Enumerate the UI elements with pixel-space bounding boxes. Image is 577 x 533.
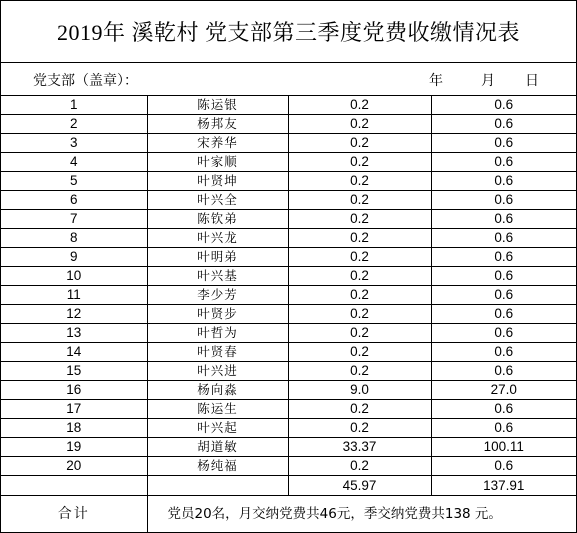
table-row [1,305,576,324]
member-name: 叶兴进 [147,362,288,381]
member-name: 叶兴基 [147,267,288,286]
table-row [1,457,576,476]
row-number: 11 [1,286,147,305]
quarterly-dues: 0.6 [431,210,576,229]
member-name: 叶贤坤 [147,172,288,191]
sheet-header [1,63,576,96]
row-number: 20 [1,457,147,476]
member-name: 宋养华 [147,134,288,153]
dues-table [1,96,576,532]
quarterly-dues: 0.6 [431,324,576,343]
quarterly-dues: 0.6 [431,286,576,305]
member-name: 杨邦友 [147,115,288,134]
member-name: 陈钦弟 [147,210,288,229]
quarterly-dues: 0.6 [431,248,576,267]
row-number: 7 [1,210,147,229]
monthly-dues: 0.2 [288,115,431,134]
table-row [1,286,576,305]
member-name: 杨纯福 [147,457,288,476]
monthly-dues: 0.2 [288,210,431,229]
row-number: 19 [1,438,147,457]
table-row [1,191,576,210]
table-row [1,343,576,362]
row-number: 14 [1,343,147,362]
monthly-dues: 9.0 [288,381,431,400]
quarterly-dues: 0.6 [431,115,576,134]
monthly-dues: 0.2 [288,134,431,153]
table-row [1,267,576,286]
row-number: 9 [1,248,147,267]
quarterly-dues: 0.6 [431,229,576,248]
quarterly-dues: 27.0 [431,381,576,400]
quarterly-dues: 0.6 [431,400,576,419]
total-quarterly: 137.91 [431,476,576,496]
page-title: 2019年 溪乾村 党支部第三季度党费收缴情况表 [1,1,576,63]
monthly-dues: 0.2 [288,305,431,324]
quarterly-dues: 0.6 [431,457,576,476]
member-name: 杨向淼 [147,381,288,400]
quarterly-dues: 0.6 [431,419,576,438]
table-row [1,96,576,115]
year-label: 年 [429,73,443,89]
row-number: 8 [1,229,147,248]
member-name: 叶哲为 [147,324,288,343]
monthly-dues: 0.2 [288,267,431,286]
row-number: 1 [1,96,147,115]
summary-row [1,496,576,533]
row-number: 16 [1,381,147,400]
monthly-dues: 0.2 [288,286,431,305]
member-name: 叶明弟 [147,248,288,267]
table-row [1,438,576,457]
table-row [1,324,576,343]
table-row [1,362,576,381]
monthly-dues: 0.2 [288,362,431,381]
member-name: 叶兴全 [147,191,288,210]
row-number: 12 [1,305,147,324]
member-name: 叶家顺 [147,153,288,172]
table-row [1,419,576,438]
member-name: 叶兴龙 [147,229,288,248]
quarterly-dues: 0.6 [431,153,576,172]
row-number: 5 [1,172,147,191]
member-name: 叶兴起 [147,419,288,438]
table-row [1,248,576,267]
row-number: 2 [1,115,147,134]
table-row [1,381,576,400]
monthly-dues: 0.2 [288,400,431,419]
table-row [1,115,576,134]
table-row [1,229,576,248]
totals-no-cell [1,476,147,496]
quarterly-dues: 0.6 [431,362,576,381]
totals-name-cell [147,476,288,496]
row-number: 13 [1,324,147,343]
row-number: 4 [1,153,147,172]
table-row [1,153,576,172]
member-name: 李少芳 [147,286,288,305]
table-row [1,172,576,191]
totals-row [1,476,576,496]
monthly-dues: 0.2 [288,153,431,172]
monthly-dues: 0.2 [288,96,431,115]
quarterly-dues: 0.6 [431,305,576,324]
quarterly-dues: 0.6 [431,134,576,153]
summary-text: 党员20名，月交纳党费共46元，季交纳党费共138 元。 [167,506,502,522]
branch-seal-label: 党支部（盖章）： [33,73,138,89]
monthly-dues: 0.2 [288,457,431,476]
table-row [1,210,576,229]
total-monthly: 45.97 [288,476,431,496]
member-name: 叶贤春 [147,343,288,362]
member-name: 胡道敏 [147,438,288,457]
member-name: 陈运生 [147,400,288,419]
quarterly-dues: 0.6 [431,343,576,362]
member-name: 陈运银 [147,96,288,115]
row-number: 15 [1,362,147,381]
member-name: 叶贤步 [147,305,288,324]
summary-label: 合计 [1,496,147,533]
monthly-dues: 33.37 [288,438,431,457]
quarterly-dues: 100.11 [431,438,576,457]
quarterly-dues: 0.6 [431,96,576,115]
dues-table-body [1,96,576,476]
month-label: 月 [481,73,495,89]
row-number: 18 [1,419,147,438]
quarterly-dues: 0.6 [431,172,576,191]
row-number: 3 [1,134,147,153]
monthly-dues: 0.2 [288,419,431,438]
monthly-dues: 0.2 [288,324,431,343]
table-row [1,134,576,153]
monthly-dues: 0.2 [288,229,431,248]
quarterly-dues: 0.6 [431,191,576,210]
monthly-dues: 0.2 [288,343,431,362]
monthly-dues: 0.2 [288,172,431,191]
row-number: 6 [1,191,147,210]
row-number: 10 [1,267,147,286]
table-row [1,400,576,419]
day-label: 日 [525,73,539,89]
row-number: 17 [1,400,147,419]
monthly-dues: 0.2 [288,248,431,267]
monthly-dues: 0.2 [288,191,431,210]
quarterly-dues: 0.6 [431,267,576,286]
